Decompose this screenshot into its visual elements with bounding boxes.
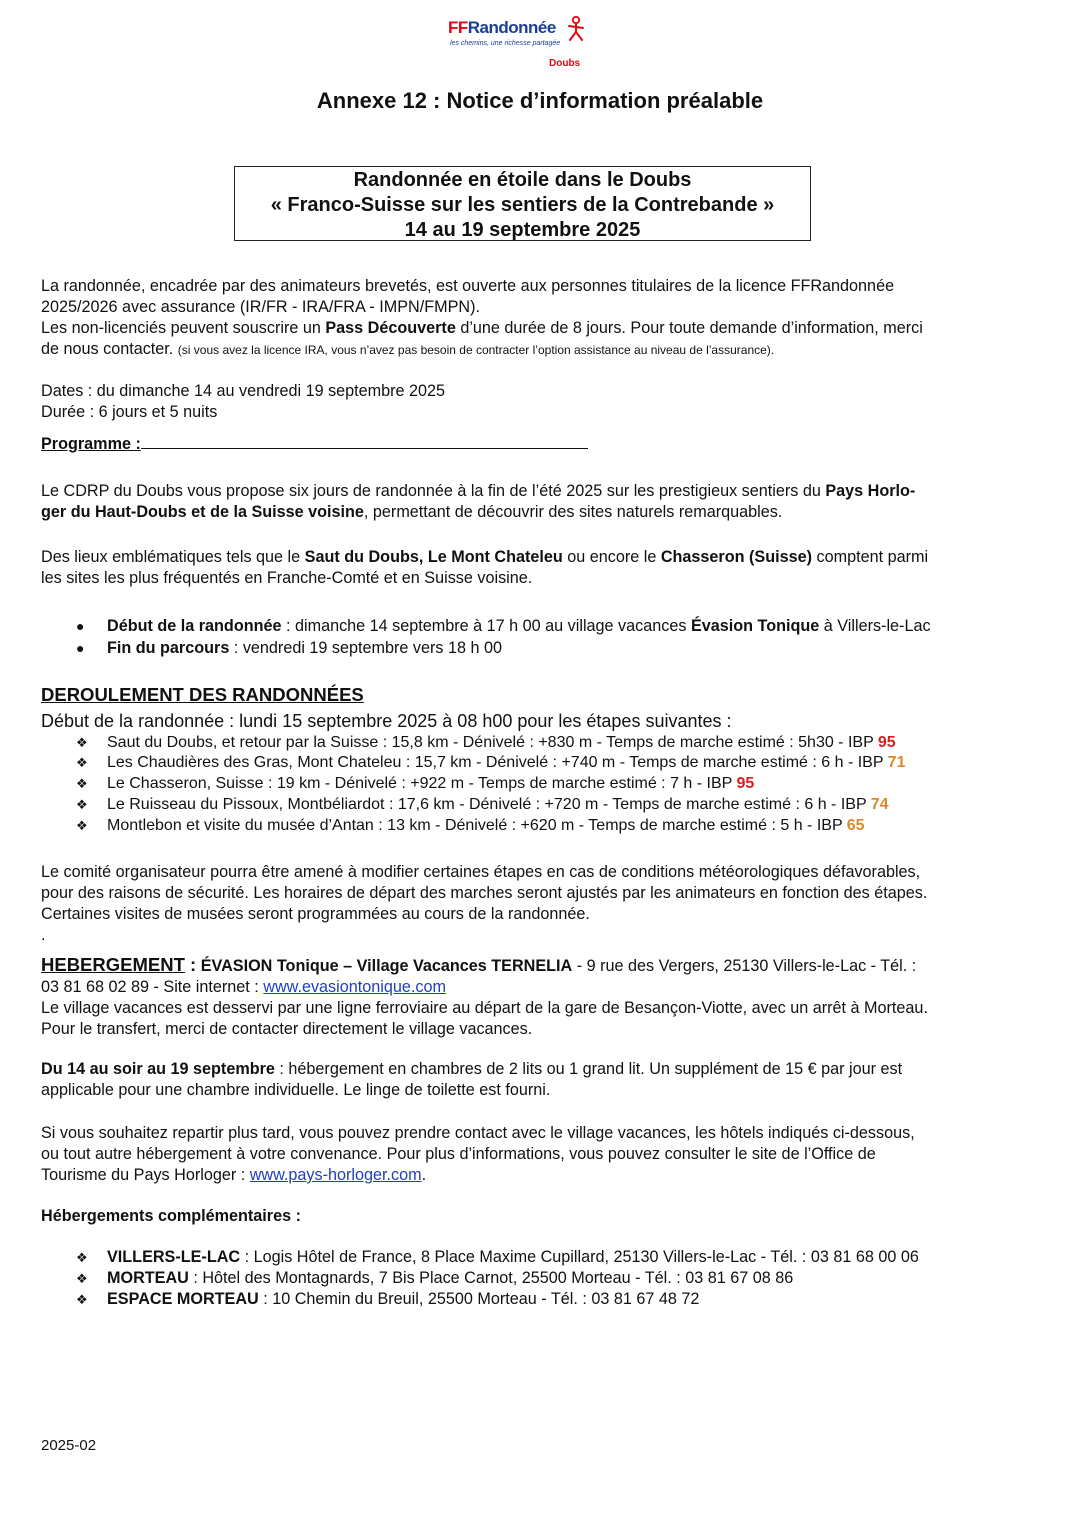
logo-tagline: les chemins, une richesse partagée	[450, 40, 561, 47]
programme-paragraph-1: Le CDRP du Doubs vous propose six jours de randonnée à la fin de l’été 2025 sur les prestigieux sentiers du Pays Horlo- ger du Haut-Doubs et de la Suisse voisine, permettant de découvrir des sites naturels remarquables.	[41, 482, 916, 521]
list-item-debut: ● Début de la randonnée : dimanche 14 septembre à 17 h 00 au village vacances Évasion Tonique à Villers-le-Lac	[76, 617, 931, 635]
list-item-hotel: ❖ VILLERS-LE-LAC : Logis Hôtel de France, 8 Place Maxime Cupillard, 25130 Villers-le-Lac - Tél. : 03 81 68 00 06	[76, 1248, 919, 1266]
ibp-value: 65	[846, 817, 865, 834]
ibp-value: 95	[736, 775, 755, 792]
dates-block	[41, 381, 1041, 423]
diamond-bullet-icon: ❖	[76, 1292, 88, 1307]
hebergement-heading: HEBERGEMENT	[41, 954, 185, 975]
diamond-bullet-icon: ❖	[76, 776, 88, 791]
hebergement-block: HEBERGEMENT : ÉVASION Tonique – Village Vacances TERNELIA - 9 rue des Vergers, 25130 Villers-le-Lac - Tél. : 03 81 68 02 89 - Site internet : www.evasiontonique.com Le village vacances est desservi par une ligne ferroviaire au départ de la gare de Besançon-Viotte, avec un arrêt à Morteau. Pour le transfert, merci de contacter directement le village vacances.	[41, 954, 928, 1038]
stage-item: ❖ Le Ruisseau du Pissoux, Montbéliardot : 17,6 km - Dénivelé : +720 m - Temps de marche estimé : 6 h - IBP 74	[76, 796, 889, 813]
diamond-bullet-icon: ❖	[76, 797, 88, 812]
ira-note: (si vous avez la licence IRA, vous n’avez pas besoin de contracter l’option assistance au niveau de l’assurance).	[177, 343, 775, 357]
diamond-bullet-icon: ❖	[76, 735, 88, 750]
pays-horloger-link[interactable]: www.pays-horloger.com	[249, 1166, 422, 1184]
event-title-line3: 14 au 19 septembre 2025	[404, 219, 641, 241]
stage-item: ❖ Les Chaudières des Gras, Mont Chateleu : 15,7 km - Dénivelé : +740 m - Temps de marche estimé : 6 h - IBP 71	[76, 754, 906, 771]
event-title-line2: « Franco-Suisse sur les sentiers de la Contrebande »	[270, 194, 775, 216]
bullet-icon: ●	[76, 618, 85, 634]
logo-brand: FFRandonnée	[448, 18, 556, 37]
deroulement-start: Début de la randonnée : lundi 15 septembre 2025 à 08 h00 pour les étapes suivantes :	[41, 711, 732, 731]
stage-item: ❖ Saut du Doubs, et retour par la Suisse : 15,8 km - Dénivelé : +830 m - Temps de marche estimé : 5h30 - IBP 95	[76, 734, 896, 751]
event-title-line1: Randonnée en étoile dans le Doubs	[353, 169, 692, 191]
programme-paragraph-2: Des lieux emblématiques tels que le Saut du Doubs, Le Mont Chateleu ou encore le Chasseron (Suisse) comptent parmi les sites les plus fréquentés en Franche-Comté et en Suisse voisine.	[41, 548, 929, 587]
list-item-hotel: ❖ ESPACE MORTEAU : 10 Chemin du Breuil, 25500 Morteau - Tél. : 03 81 67 48 72	[76, 1290, 700, 1308]
list-item-hotel: ❖ MORTEAU : Hôtel des Montagnards, 7 Bis Place Carnot, 25500 Morteau - Tél. : 03 81 67 08 86	[76, 1269, 794, 1287]
document-version: 2025-02	[41, 1437, 97, 1454]
bullet-icon: ●	[76, 640, 85, 656]
deroulement-heading: DEROULEMENT DES RANDONNÉES	[41, 684, 364, 705]
duree-line: Durée : 6 jours et 5 nuits	[41, 403, 218, 421]
dates-line: Dates : du dimanche 14 au vendredi 19 septembre 2025	[41, 382, 446, 400]
programme-heading: Programme :	[41, 434, 1041, 455]
diamond-bullet-icon: ❖	[76, 1250, 88, 1265]
pass-decouverte: Pass Découverte	[325, 319, 456, 337]
diamond-bullet-icon: ❖	[76, 1271, 88, 1286]
ibp-value: 71	[887, 754, 906, 771]
list-item-fin: ● Fin du parcours : vendredi 19 septembre vers 18 h 00	[76, 639, 502, 657]
diamond-bullet-icon: ❖	[76, 755, 88, 770]
programme-underline	[141, 434, 588, 449]
event-title-box	[234, 166, 811, 241]
hiker-figure-icon	[566, 16, 586, 42]
ibp-value: 74	[870, 796, 889, 813]
logo-region: Doubs	[549, 58, 581, 69]
page-title: Annexe 12 : Notice d’information préalable	[316, 88, 764, 113]
later-paragraph: Si vous souhaitez repartir plus tard, vous pouvez prendre contact avec le village vacances, les hôtels indiqués ci-dessous, ou tout autre hébergement à votre convenance. Pour plus d’informations, vous pouvez consulter le site de l’Office de Tourisme du Pays Horloger : www.pays-horloger.com.	[41, 1124, 915, 1184]
comite-paragraph: Le comité organisateur pourra être amené à modifier certaines étapes en cas de conditions météorologiques défavorables, pour des raisons de sécurité. Les horaires de départ des marches seront ajustés par les animateurs en fonction des étapes. Certaines visites de musées seront programmées au cours de la randonnée. .	[41, 863, 928, 944]
ibp-value: 95	[877, 734, 896, 751]
stage-item: ❖ Le Chasseron, Suisse : 19 km - Dénivelé : +922 m - Temps de marche estimé : 7 h - IBP 95	[76, 775, 755, 792]
complementaires-heading: Hébergements complémentaires :	[41, 1207, 301, 1225]
intro-paragraph: La randonnée, encadrée par des animateurs brevetés, est ouverte aux personnes titulaires de la licence FFRandonnée 2025/2026 avec assurance (IR/FR - IRA/FRA - IMPN/FMPN). Les non-licenciés peuvent souscrire un Pass Découverte d’une durée de 8 jours. Pour toute demande d’information, merci de nous contacter. (si vous avez la licence IRA, vous n’avez pas besoin de contracter l’option assistance au niveau de l’assurance).	[41, 277, 923, 358]
rooms-paragraph: Du 14 au soir au 19 septembre : hébergement en chambres de 2 lits ou 1 grand lit. Un supplément de 15 € par jour est applicable pour une chambre individuelle. Le linge de toilette est fourni.	[41, 1060, 903, 1099]
stage-item: ❖ Montlebon et visite du musée d’Antan : 13 km - Dénivelé : +620 m - Temps de marche estimé : 5 h - IBP 65	[76, 817, 865, 834]
diamond-bullet-icon: ❖	[76, 818, 88, 833]
ffrandonnee-logo	[448, 14, 588, 74]
evasiontonique-link[interactable]: www.evasiontonique.com	[263, 978, 446, 996]
